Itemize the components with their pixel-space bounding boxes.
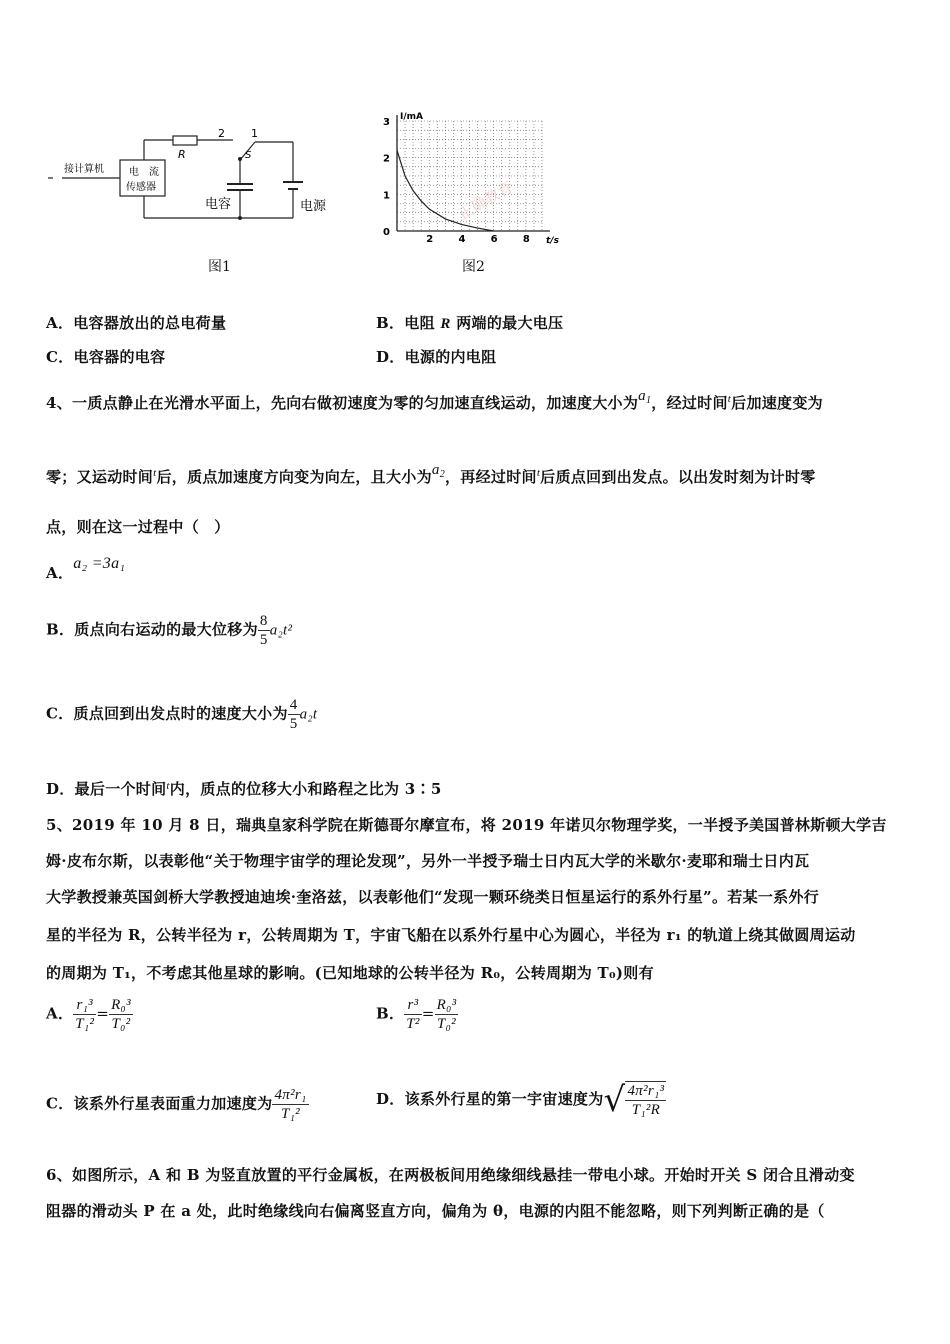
switch-pos-2: 2 (218, 127, 225, 140)
x-axis-label: t/s (546, 236, 559, 246)
q5-option-a[interactable] (46, 996, 133, 1033)
q5-stem-line-1: 5、2019 年 10 月 8 日，瑞典皇家科学院在斯德哥尔摩宣布，将 2019 年诺贝尔物理学奖，一半授予美国普林斯顿大学吉 (46, 816, 887, 834)
q4-stem-line-3: 点，则在这一过程中（ ） (46, 518, 230, 536)
q3-option-b-pre: B．电阻 (376, 314, 441, 332)
x-tick-label: 2 (426, 234, 434, 245)
y-tick-label: 2 (383, 153, 390, 165)
resistor-r (173, 136, 197, 145)
figure-1-circuit (40, 120, 350, 225)
q4-line1-mid: ，经过时间 (651, 394, 728, 412)
q3-option-d-text: D．电源的内电阻 (376, 348, 497, 366)
q4-option-b-text: B．质点向右运动的最大位移为 (46, 620, 258, 639)
q5-stem-line-5: 的周期为 T₁，不考虑其他星球的影响。(已知地球的公转半径为 R₀，公转周期为 T₀)则有 (46, 964, 654, 982)
q3-option-b-var: R (440, 316, 451, 332)
computer-label: 接计算机 (64, 164, 104, 175)
q4-a2-sub: 2 (439, 469, 445, 480)
q3-option-d[interactable] (376, 346, 496, 367)
q4-option-c[interactable] (46, 696, 317, 733)
q4-line2-mid2: ，再经过时间 (445, 468, 537, 486)
q4-line1-post: 后加速度变为 (731, 394, 823, 412)
q5-option-c-num: 4π²r₁ (274, 1087, 307, 1103)
q4-line2-mid: 后，质点加速度方向变为向左，且大小为 (156, 468, 432, 486)
switch-pos-1: 1 (251, 127, 258, 140)
q4-option-a-math: a₂ =3a₁ (73, 555, 126, 572)
q5-option-b-eq: = (421, 1004, 435, 1023)
capacitor-label: 电容 (205, 197, 232, 212)
q4-option-c-text: C．质点回到出发点时的速度大小为 (46, 704, 288, 723)
q4-option-a[interactable] (46, 555, 126, 583)
q4-line1-pre: 4、一质点静止在光滑水平面上，先向右做初速度为零的匀加速直线运动，加速度大小为 (46, 394, 639, 412)
q5-option-a-eq: = (96, 1004, 110, 1023)
q3-option-b-post: 两端的最大电压 (450, 314, 564, 332)
x-tick-label: 6 (490, 234, 498, 245)
q4-a1-sub: 1 (645, 395, 652, 406)
q3-option-a-text: A．电容器放出的总电荷量 (46, 314, 227, 332)
q5-option-b[interactable] (376, 996, 458, 1033)
q4-option-b-tail: a₂t² (269, 622, 293, 639)
q4-option-b-den: 5 (259, 632, 268, 648)
q4-a2: a (431, 462, 440, 478)
q4-option-d-pre: D．最后一个时间 (46, 780, 167, 798)
q4-line2-pre: 零；又运动时间 (46, 468, 154, 486)
junction-dot (238, 216, 242, 220)
q5-option-d-den: T₁²R (631, 1102, 661, 1118)
q5-option-d[interactable] (376, 1080, 666, 1120)
q5-stem-line-2: 姆·皮布尔斯，以表彰他“关于物理宇宙学的理论发现”，另外一半授予瑞士日内瓦大学的米歇尔·麦耶和瑞士日内瓦 (46, 852, 810, 870)
q4-stem-line-2 (46, 462, 816, 488)
q5-option-a-lnum: r₁³ (73, 996, 96, 1015)
q5-option-b-rnum: R₀³ (436, 997, 457, 1013)
q3-option-c-text: C．电容器的电容 (46, 348, 166, 366)
q5-option-b-lden: T² (406, 1016, 420, 1032)
q5-option-d-text: D．该系外行星的第一宇宙速度为 (376, 1090, 604, 1108)
q5-option-c-den: T₁² (281, 1106, 300, 1122)
q5-option-b-label: B． (376, 1004, 405, 1023)
q5-option-b-lnum: r³ (404, 996, 421, 1015)
q5-stem-line-3: 大学教授兼英国剑桥大学教授迪迪埃·奎洛兹，以表彰他们“发现一颗环绕类日恒星运行的系外行星”。若某一系外行 (46, 888, 820, 906)
watermark-text: 正确教育 (455, 177, 516, 224)
q5-option-d-num: 4π²r₁³ (627, 1083, 665, 1099)
figure-2-chart (372, 108, 572, 253)
q5-option-a-rnum: R₀³ (111, 997, 131, 1013)
q4-option-b-num: 8 (259, 613, 268, 629)
x-tick-label: 0 (383, 227, 390, 238)
q4-option-d[interactable] (46, 778, 442, 799)
q4-option-b[interactable] (46, 612, 292, 649)
q6-stem-line-1: 6、如图所示，A 和 B 为竖直放置的平行金属板，在两极板间用绝缘细线悬挂一带电小球。开始时开关 S 闭合且滑动变 (46, 1166, 855, 1184)
q3-option-c[interactable] (46, 346, 165, 367)
q4-line2-post: 后质点回到出发点。以出发时刻为计时零 (540, 468, 816, 486)
q4-a1: a (638, 388, 646, 404)
switch-pivot (238, 157, 242, 161)
sqrt-icon: √ (603, 1080, 626, 1120)
y-tick-label: 1 (383, 190, 390, 202)
q5-option-a-lden: T₁² (75, 1016, 95, 1032)
q3-option-a[interactable] (46, 312, 226, 333)
x-tick-label: 8 (522, 234, 530, 245)
y-tick-label: 3 (383, 117, 390, 128)
q6-stem-line-2: 阻器的滑动头 P 在 a 处，此时绝缘线向右偏离竖直方向，偏角为 θ，电源的内阻不能忽略，则下列判断正确的是（ (46, 1202, 825, 1220)
q5-stem-line-4: 星的半径为 R，公转半径为 r，公转周期为 T，宇宙飞船在以系外行星中心为圆心，半径为 r₁ 的轨道上绕其做圆周运动 (46, 926, 856, 944)
x-tick-label: 4 (458, 234, 466, 245)
resistor-label: R (178, 148, 186, 161)
sensor-label-2: 传感器 (126, 182, 156, 193)
q4-stem-line-1 (46, 388, 823, 414)
figure-1-caption: 图1 (208, 259, 231, 275)
q4-option-c-den: 5 (289, 716, 298, 732)
q4-t1: t (727, 393, 732, 405)
q4-option-d-post: 内，质点的位移大小和路程之比为 3∶5 (169, 780, 442, 798)
y-axis-label: I/mA (400, 112, 423, 122)
sensor-label-1: 电 流 (129, 167, 159, 178)
q5-option-a-label: A． (46, 1004, 74, 1023)
switch-label: S (245, 150, 252, 161)
q5-option-b-rden: T₀² (437, 1016, 456, 1032)
q4-option-d-t: t (166, 780, 170, 792)
q5-option-c-text: C．该系外行星表面重力加速度为 (46, 1094, 273, 1113)
q4-t3: t (536, 467, 541, 479)
q5-option-c[interactable] (46, 1086, 309, 1123)
q5-option-a-rden: T₀² (111, 1016, 131, 1032)
q4-option-c-tail: a₂t (299, 706, 318, 723)
figure-2-caption: 图2 (462, 259, 485, 275)
q4-option-a-label: A． (46, 564, 74, 582)
source-label: 电源 (300, 199, 327, 214)
q4-t2: t (153, 467, 157, 479)
q4-option-c-num: 4 (289, 697, 298, 713)
q3-option-b[interactable] (376, 312, 563, 333)
